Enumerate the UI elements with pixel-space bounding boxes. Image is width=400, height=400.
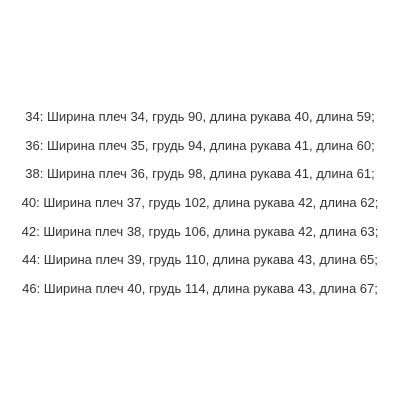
- size-row-40: 40: Ширина плеч 37, грудь 102, длина рукава 42, длина 62;: [21, 194, 379, 210]
- size-row-46: 46: Ширина плеч 40, грудь 114, длина рукава 43, длина 67;: [22, 280, 378, 296]
- size-row-36: 36: Ширина плеч 35, грудь 94, длина рукава 41, длина 60;: [25, 137, 375, 153]
- size-row-38: 38: Ширина плеч 36, грудь 98, длина рукава 41, длина 61;: [25, 166, 375, 182]
- size-row-42: 42: Ширина плеч 38, грудь 106, длина рукава 42, длина 63;: [21, 223, 379, 239]
- size-row-34: 34: Ширина плеч 34, грудь 90, длина рукава 40, длина 59;: [25, 109, 375, 124]
- size-chart-list: [0, 103, 400, 304]
- size-row-44: 44: Ширина плеч 39, грудь 110, длина рукава 43, длина 65;: [22, 252, 378, 268]
